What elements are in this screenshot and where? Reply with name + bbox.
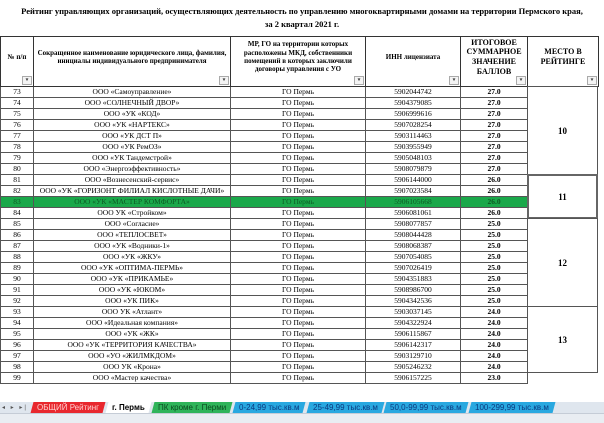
inn-cell[interactable]: 5906144000 bbox=[365, 175, 461, 186]
inn-cell[interactable]: 5906105668 bbox=[365, 197, 461, 208]
row-number-cell[interactable]: 87 bbox=[0, 241, 34, 252]
org-name-cell[interactable]: ООО «УО «ЖИЛМКДОМ» bbox=[33, 351, 231, 362]
municipality-cell[interactable]: ГО Пермь bbox=[230, 87, 366, 98]
filter-dropdown-icon[interactable]: ▾ bbox=[587, 76, 597, 85]
org-name-cell[interactable]: ООО «УК «ЖК» bbox=[33, 329, 231, 340]
score-cell[interactable]: 27.0 bbox=[460, 164, 528, 175]
filter-dropdown-icon[interactable]: ▾ bbox=[22, 76, 32, 85]
municipality-cell[interactable]: ГО Пермь bbox=[230, 296, 366, 307]
org-name-cell[interactable]: ООО «Самоуправление» bbox=[33, 87, 231, 98]
inn-cell[interactable]: 5908079879 bbox=[365, 164, 461, 175]
header-label: Сокращенное наименование юридического лица, фамилия, инициалы индивидуального предпринимателя bbox=[37, 48, 227, 65]
sheet-tab-label: 50,0-99,99 тыс.кв.м bbox=[390, 403, 463, 412]
score-cell[interactable]: 24.0 bbox=[460, 351, 528, 362]
municipality-cell[interactable]: ГО Пермь bbox=[230, 98, 366, 109]
municipality-cell[interactable]: ГО Пермь bbox=[230, 153, 366, 164]
org-name-cell[interactable]: ООО «УК «КОД» bbox=[33, 109, 231, 120]
org-name-cell[interactable]: ООО «УК ДСТ П» bbox=[33, 131, 231, 142]
score-cell[interactable]: 23.0 bbox=[460, 373, 528, 384]
score-cell[interactable]: 27.0 bbox=[460, 153, 528, 164]
municipality-cell[interactable]: ГО Пермь bbox=[230, 197, 366, 208]
org-name-cell[interactable]: ООО «УК «Водники-1» bbox=[33, 241, 231, 252]
org-name-cell[interactable]: ООО «СОЛНЕЧНЫЙ ДВОР» bbox=[33, 98, 231, 109]
org-name-cell[interactable]: ООО «УК РемОЗ» bbox=[33, 142, 231, 153]
header-place bbox=[527, 36, 599, 87]
org-name-cell[interactable]: ООО «Энергоэффективность» bbox=[33, 164, 231, 175]
inn-cell[interactable]: 5907023584 bbox=[365, 186, 461, 197]
org-name-cell[interactable]: ООО «УК «ЮКОМ» bbox=[33, 285, 231, 296]
sheet-tab-label: 100-299,99 тыс.кв.м bbox=[475, 403, 549, 412]
org-name-cell[interactable]: ООО «УК «ГОРИЗОНТ ФИЛИАЛ КИСЛОТНЫЕ ДАЧИ» bbox=[33, 186, 231, 197]
row-number-cell[interactable]: 80 bbox=[0, 164, 34, 175]
inn-cell[interactable]: 5906115867 bbox=[365, 329, 461, 340]
org-name-cell[interactable]: ООО «УК ПИК» bbox=[33, 296, 231, 307]
score-cell[interactable]: 27.0 bbox=[460, 109, 528, 120]
municipality-cell[interactable]: ГО Пермь bbox=[230, 131, 366, 142]
row-number-cell[interactable]: 79 bbox=[0, 153, 34, 164]
municipality-cell[interactable]: ГО Пермь bbox=[230, 373, 366, 384]
score-cell[interactable]: 25.0 bbox=[460, 241, 528, 252]
org-name-cell[interactable]: ООО УК «Крона» bbox=[33, 362, 231, 373]
header-label: № п/п bbox=[7, 52, 27, 61]
header-number bbox=[0, 36, 34, 87]
municipality-cell[interactable]: ГО Пермь bbox=[230, 230, 366, 241]
municipality-cell[interactable]: ГО Пермь bbox=[230, 109, 366, 120]
header-score bbox=[460, 36, 528, 87]
score-cell[interactable]: 27.0 bbox=[460, 87, 528, 98]
inn-cell[interactable]: 5904379085 bbox=[365, 98, 461, 109]
row-number-cell[interactable]: 78 bbox=[0, 142, 34, 153]
municipality-cell[interactable]: ГО Пермь bbox=[230, 340, 366, 351]
row-number-cell[interactable]: 96 bbox=[0, 340, 34, 351]
score-cell[interactable]: 26.0 bbox=[460, 186, 528, 197]
sheet-tab-label: г. Пермь bbox=[112, 403, 145, 412]
inn-cell[interactable]: 5902044742 bbox=[365, 87, 461, 98]
inn-cell[interactable]: 5904322924 bbox=[365, 318, 461, 329]
filter-dropdown-icon[interactable]: ▾ bbox=[516, 76, 526, 85]
score-cell[interactable]: 25.0 bbox=[460, 263, 528, 274]
row-number-cell[interactable]: 73 bbox=[0, 87, 34, 98]
row-number-cell[interactable]: 76 bbox=[0, 120, 34, 131]
row-number-cell[interactable]: 94 bbox=[0, 318, 34, 329]
municipality-cell[interactable]: ГО Пермь bbox=[230, 329, 366, 340]
inn-cell[interactable]: 5904342536 bbox=[365, 296, 461, 307]
inn-cell[interactable]: 5906081061 bbox=[365, 208, 461, 219]
score-cell[interactable]: 26.0 bbox=[460, 197, 528, 208]
row-number-cell[interactable]: 92 bbox=[0, 296, 34, 307]
inn-cell[interactable]: 5905048103 bbox=[365, 153, 461, 164]
rating-place-cell[interactable]: 13 bbox=[527, 306, 598, 373]
row-number-cell[interactable]: 98 bbox=[0, 362, 34, 373]
row-number-cell[interactable]: 93 bbox=[0, 307, 34, 318]
report-subtitle: за 2 квартал 2021 г. bbox=[264, 19, 340, 29]
org-name-cell[interactable]: ООО «УК «МАСТЕР КОМФОРТА» bbox=[33, 197, 231, 208]
score-cell[interactable]: 24.0 bbox=[460, 362, 528, 373]
municipality-cell[interactable]: ГО Пермь bbox=[230, 274, 366, 285]
municipality-cell[interactable]: ГО Пермь bbox=[230, 362, 366, 373]
inn-cell[interactable]: 5904351883 bbox=[365, 274, 461, 285]
sheet-tab[interactable] bbox=[106, 402, 152, 413]
score-cell[interactable]: 27.0 bbox=[460, 98, 528, 109]
sheet-tab[interactable] bbox=[233, 402, 306, 413]
municipality-cell[interactable]: ГО Пермь bbox=[230, 219, 366, 230]
inn-cell[interactable]: 5906157225 bbox=[365, 373, 461, 384]
org-name-cell[interactable]: ООО «Идеальная компания» bbox=[33, 318, 231, 329]
municipality-cell[interactable]: ГО Пермь bbox=[230, 318, 366, 329]
header-label: ИНН лицензиата bbox=[385, 52, 441, 61]
inn-cell[interactable]: 5905246232 bbox=[365, 362, 461, 373]
row-number-cell[interactable]: 85 bbox=[0, 219, 34, 230]
score-cell[interactable]: 24.0 bbox=[460, 329, 528, 340]
row-number-cell[interactable]: 82 bbox=[0, 186, 34, 197]
sheet-tab[interactable] bbox=[151, 402, 232, 413]
municipality-cell[interactable]: ГО Пермь bbox=[230, 164, 366, 175]
header-municipality bbox=[230, 36, 366, 87]
report-title: Рейтинг управляющих организаций, осуществляющих деятельность по управлению многоквартирными домами на территории Пермского края, bbox=[21, 6, 583, 16]
org-name-cell[interactable]: ООО «Вознесенский-сервис» bbox=[33, 175, 231, 186]
score-cell[interactable]: 24.0 bbox=[460, 307, 528, 318]
org-name-cell[interactable]: ООО «Мастер качества» bbox=[33, 373, 231, 384]
org-name-cell[interactable]: ООО УК «Атлант» bbox=[33, 307, 231, 318]
rating-place-cell[interactable]: 12 bbox=[527, 218, 598, 307]
inn-cell[interactable]: 5907026419 bbox=[365, 263, 461, 274]
score-cell[interactable]: 25.0 bbox=[460, 285, 528, 296]
row-number-cell[interactable]: 83 bbox=[0, 197, 34, 208]
inn-cell[interactable]: 5907054085 bbox=[365, 252, 461, 263]
municipality-cell[interactable]: ГО Пермь bbox=[230, 241, 366, 252]
sheet-nav-arrows[interactable]: ◂ ▸ ▸| bbox=[2, 405, 28, 411]
org-name-cell[interactable]: ООО «УК «ПРИКАМЬЕ» bbox=[33, 274, 231, 285]
row-number-cell[interactable]: 86 bbox=[0, 230, 34, 241]
org-name-cell[interactable]: ООО «УК Тандемстрой» bbox=[33, 153, 231, 164]
inn-cell[interactable]: 5908986700 bbox=[365, 285, 461, 296]
row-number-cell[interactable]: 75 bbox=[0, 109, 34, 120]
org-name-cell[interactable]: ООО «Согласие» bbox=[33, 219, 231, 230]
sheet-tab[interactable] bbox=[469, 402, 556, 413]
sheet-tab-label: ОБЩИЙ Рейтинг bbox=[37, 403, 100, 412]
row-number-cell[interactable]: 91 bbox=[0, 285, 34, 296]
score-cell[interactable]: 27.0 bbox=[460, 142, 528, 153]
filter-dropdown-icon[interactable]: ▾ bbox=[449, 76, 459, 85]
sheet-tab-label: 0-24,99 тыс.кв.м bbox=[239, 403, 300, 412]
score-cell[interactable]: 25.0 bbox=[460, 274, 528, 285]
header-label: МР, ГО на территории которых расположены МКД, собственники помещений в которых заключили договоры управления с УО bbox=[243, 40, 353, 74]
row-number-cell[interactable]: 99 bbox=[0, 373, 34, 384]
score-cell[interactable]: 25.0 bbox=[460, 296, 528, 307]
score-cell[interactable]: 26.0 bbox=[460, 208, 528, 219]
municipality-cell[interactable]: ГО Пермь bbox=[230, 186, 366, 197]
inn-cell[interactable]: 5907028254 bbox=[365, 120, 461, 131]
inn-cell[interactable]: 5908044428 bbox=[365, 230, 461, 241]
municipality-cell[interactable]: ГО Пермь bbox=[230, 252, 366, 263]
row-number-cell[interactable]: 81 bbox=[0, 175, 34, 186]
inn-cell[interactable]: 5906999616 bbox=[365, 109, 461, 120]
score-cell[interactable]: 25.0 bbox=[460, 252, 528, 263]
inn-cell[interactable]: 5903037145 bbox=[365, 307, 461, 318]
org-name-cell[interactable]: ООО «УК «ЖКУ» bbox=[33, 252, 231, 263]
row-number-cell[interactable]: 95 bbox=[0, 329, 34, 340]
row-number-cell[interactable]: 89 bbox=[0, 263, 34, 274]
inn-cell[interactable]: 5903955949 bbox=[365, 142, 461, 153]
inn-cell[interactable]: 5903114463 bbox=[365, 131, 461, 142]
rating-place-cell[interactable]: 10 bbox=[527, 86, 598, 175]
org-name-cell[interactable]: ООО УК «Стройком» bbox=[33, 208, 231, 219]
inn-cell[interactable]: 5906142317 bbox=[365, 340, 461, 351]
municipality-cell[interactable]: ГО Пермь bbox=[230, 307, 366, 318]
score-cell[interactable]: 26.0 bbox=[460, 175, 528, 186]
score-cell[interactable]: 24.0 bbox=[460, 318, 528, 329]
sheet-tab[interactable] bbox=[306, 402, 384, 413]
municipality-cell[interactable]: ГО Пермь bbox=[230, 120, 366, 131]
filter-dropdown-icon[interactable]: ▾ bbox=[354, 76, 364, 85]
municipality-cell[interactable]: ГО Пермь bbox=[230, 263, 366, 274]
score-cell[interactable]: 27.0 bbox=[460, 120, 528, 131]
municipality-cell[interactable]: ГО Пермь bbox=[230, 351, 366, 362]
header-inn bbox=[365, 36, 461, 87]
score-cell[interactable]: 25.0 bbox=[460, 230, 528, 241]
municipality-cell[interactable]: ГО Пермь bbox=[230, 175, 366, 186]
org-name-cell[interactable]: ООО «ТЕПЛОСВЕТ» bbox=[33, 230, 231, 241]
sheet-tab[interactable] bbox=[31, 402, 106, 413]
score-cell[interactable]: 24.0 bbox=[460, 340, 528, 351]
header-label: ИТОГОВОЕ СУММАРНОЕ ЗНАЧЕНИЕ БАЛЛОВ bbox=[466, 37, 522, 76]
row-number-cell[interactable]: 77 bbox=[0, 131, 34, 142]
sheet-tab-label: ПК кроме г. Перми bbox=[157, 403, 227, 412]
org-name-cell[interactable]: ООО «УК «ОПТИМА-ПЕРМЬ» bbox=[33, 263, 231, 274]
inn-cell[interactable]: 5908077857 bbox=[365, 219, 461, 230]
rating-place-cell[interactable]: 11 bbox=[527, 174, 598, 219]
row-number-cell[interactable]: 90 bbox=[0, 274, 34, 285]
municipality-cell[interactable]: ГО Пермь bbox=[230, 208, 366, 219]
row-number-cell[interactable]: 97 bbox=[0, 351, 34, 362]
row-number-cell[interactable]: 74 bbox=[0, 98, 34, 109]
score-cell[interactable]: 25.0 bbox=[460, 219, 528, 230]
municipality-cell[interactable]: ГО Пермь bbox=[230, 142, 366, 153]
inn-cell[interactable]: 5908068387 bbox=[365, 241, 461, 252]
header-name bbox=[33, 36, 231, 87]
row-number-cell[interactable]: 88 bbox=[0, 252, 34, 263]
sheet-tabs-bar bbox=[0, 402, 604, 413]
score-cell[interactable]: 27.0 bbox=[460, 131, 528, 142]
municipality-cell[interactable]: ГО Пермь bbox=[230, 285, 366, 296]
org-name-cell[interactable]: ООО «УК «ТЕРРИТОРИЯ КАЧЕСТВА» bbox=[33, 340, 231, 351]
inn-cell[interactable]: 5903129710 bbox=[365, 351, 461, 362]
header-label: МЕСТО В РЕЙТИНГЕ bbox=[540, 47, 586, 66]
sheet-tab[interactable] bbox=[384, 402, 469, 413]
filter-dropdown-icon[interactable]: ▾ bbox=[219, 76, 229, 85]
row-number-cell[interactable]: 84 bbox=[0, 208, 34, 219]
org-name-cell[interactable]: ООО «УК «НАРТЕКС» bbox=[33, 120, 231, 131]
sheet-tab-label: 25-49,99 тыс.кв.м bbox=[312, 403, 378, 412]
